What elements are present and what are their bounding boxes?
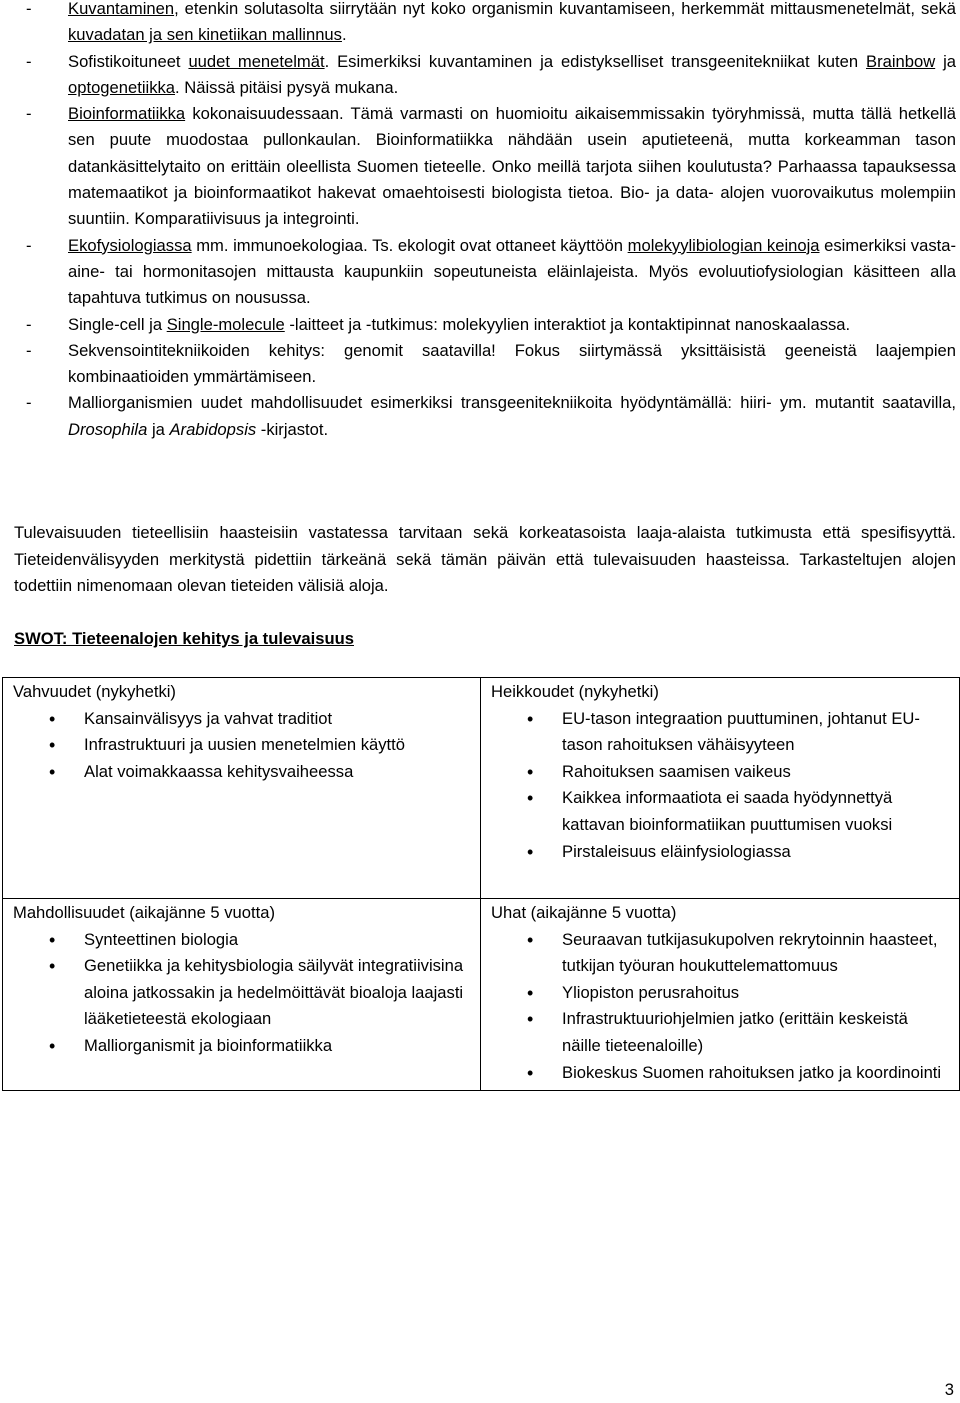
swot-strengths-list xyxy=(13,706,470,786)
text-segment: -laitteet ja -tutkimus: molekyylien interaktiot ja kontaktipinnat nanoskaalassa. xyxy=(284,314,851,334)
list-item: • Genetiikka ja kehitysbiologia säilyvät integratiivisina aloina jatkossakin ja hedelmöittävät bioaloja laajasti lääketieteestä ekologiaan xyxy=(13,953,470,1033)
list-item xyxy=(14,101,956,232)
swot-threats-title: Uhat (aikajänne 5 vuotta) xyxy=(491,903,677,922)
text-segment: Single-cell ja xyxy=(68,314,167,334)
underlined-term: Single-molecule xyxy=(166,314,285,334)
text-segment: kokonaisuudessaan. Tämä varmasti on huomioitu aikaisemmissakin työryhmissä, mutta tällä hetkellä sen puute muodostaa pullonkaulan. Bioinformatiikka nähdään usein aputieteenä, mutta korkeamman tason datankäsittelytaito on erittäin oleellista Suomen tieteelle. Onko meillä tarjota siihen koulutusta? Parhaassa tapauksessa matemaatikot ja bioinformaatikot hakevat omaehtoisesti biologista tietoa. Bio- ja data- alojen vuorovaikutus molempiin suuntiin. Komparatiivisuus ja integrointi. xyxy=(68,104,956,229)
text-segment: , etenkin solutasolta siirrytään nyt koko organismin kuvantamiseen, herkemmät mittausmenetelmät, sekä xyxy=(174,0,956,18)
list-item xyxy=(14,233,956,312)
swot-weaknesses-title: Heikkoudet (nykyhetki) xyxy=(491,682,659,701)
text-segment: mm. immunoekologiaa. Ts. ekologit ovat ottaneet käyttöön xyxy=(191,235,628,255)
list-item xyxy=(14,390,956,443)
list-item: • EU-tason integraation puuttuminen, johtanut EU-tason rahoituksen vähäisyyteen xyxy=(491,706,949,759)
swot-opportunities-cell xyxy=(3,899,481,1091)
swot-strengths-title: Vahvuudet (nykyhetki) xyxy=(13,682,176,701)
underlined-term: kuvadatan ja sen kinetiikan mallinnus xyxy=(68,25,342,45)
list-item: • Seuraavan tutkijasukupolven rekrytoinnin haasteet, tutkijan työuran houkuttelemattomuus xyxy=(491,927,949,980)
swot-heading: SWOT: Tieteenalojen kehitys ja tulevaisuus xyxy=(14,629,354,648)
underlined-term: molekyylibiologian keinoja xyxy=(627,235,820,255)
list-item: • Pirstaleisuus eläinfysiologiassa xyxy=(491,839,949,866)
list-item: • Synteettinen biologia xyxy=(13,927,470,954)
text-segment: Malliorganismien uudet mahdollisuudet esimerkiksi transgeenitekniikoita hyödyntämällä: hiiri- ym. mutantit saatavilla, xyxy=(68,393,956,413)
swot-opportunities-list xyxy=(13,927,470,1060)
swot-table xyxy=(2,677,960,1091)
underlined-term: Bioinformatiikka xyxy=(68,104,186,124)
page-number: 3 xyxy=(944,1380,954,1399)
swot-row-future xyxy=(3,899,960,1091)
text-segment: . xyxy=(341,25,347,45)
list-item: • Kaikkea informaatiota ei saada hyödynnettyä kattavan bioinformatiikan puuttumisen vuoksi xyxy=(491,785,949,838)
list-item xyxy=(14,338,956,391)
underlined-term: Kuvantaminen xyxy=(68,0,175,18)
italic-term: Drosophila xyxy=(68,419,148,439)
text-segment: esimerkiksi vasta-aine- tai hormonitasojen mittausta kaupunkiin sopeutuneista eläinlajeista. Myös evoluutiofysiologian käsitteen alla tapahtuva tutkimus on nousussa. xyxy=(68,235,956,308)
text-segment: Sekvensointitekniikoiden kehitys: genomit saatavilla! Fokus siirtymässä yksittäisistä geeneistä laajempien kombinaatioiden ymmärtämiseen. xyxy=(68,340,956,387)
list-item: • Kansainvälisyys ja vahvat traditiot xyxy=(13,706,470,733)
list-item: • Alat voimakkaassa kehitysvaiheessa xyxy=(13,759,470,786)
list-item xyxy=(14,0,956,49)
list-item: • Infrastruktuuriohjelmien jatko (erittäin keskeistä näille tieteenaloille) xyxy=(491,1006,949,1059)
list-item: • Rahoituksen saamisen vaikeus xyxy=(491,759,949,786)
swot-strengths-cell xyxy=(3,678,481,899)
swot-opportunities-title: Mahdollisuudet (aikajänne 5 vuotta) xyxy=(13,903,275,922)
swot-threats-list xyxy=(491,927,949,1087)
text-segment: ja xyxy=(147,419,170,439)
underlined-term: optogenetiikka xyxy=(68,77,176,97)
swot-threats-cell xyxy=(481,899,960,1091)
development-list xyxy=(14,0,956,443)
underlined-term: Brainbow xyxy=(866,51,936,71)
underlined-term: uudet menetelmät xyxy=(188,51,325,71)
swot-weaknesses-list xyxy=(491,706,949,866)
text-segment: . Näissä pitäisi pysyä mukana. xyxy=(175,77,399,97)
list-item: • Infrastruktuuri ja uusien menetelmien käyttö xyxy=(13,732,470,759)
text-segment: Sofistikoituneet xyxy=(68,51,189,71)
list-item xyxy=(14,49,956,102)
italic-term: Arabidopsis xyxy=(169,419,257,439)
future-challenges-paragraph: Tulevaisuuden tieteellisiin haasteisiin vastatessa tarvitaan sekä korkeatasoista laaja-alaista tutkimusta että spesifisyyttä. Tieteidenvälisyyden merkitystä pidettiin tärkeänä sekä tämän päivän että tulevaisuuden haasteissa. Tarkasteltujen alojen todettiin nimenomaan olevan tieteiden välisiä aloja. xyxy=(14,523,956,596)
list-item: • Malliorganismit ja bioinformatiikka xyxy=(13,1033,470,1060)
list-item: • Yliopiston perusrahoitus xyxy=(491,980,949,1007)
underlined-term: Ekofysiologiassa xyxy=(68,235,192,255)
list-item: • Biokeskus Suomen rahoituksen jatko ja koordinointi xyxy=(491,1060,949,1087)
text-segment: ja xyxy=(935,51,957,71)
text-segment: -kirjastot. xyxy=(256,419,329,439)
list-item xyxy=(14,312,956,338)
text-segment: . Esimerkiksi kuvantaminen ja edistykselliset transgeenitekniikat kuten xyxy=(324,51,866,71)
swot-weaknesses-cell xyxy=(481,678,960,899)
swot-row-current xyxy=(3,678,960,899)
